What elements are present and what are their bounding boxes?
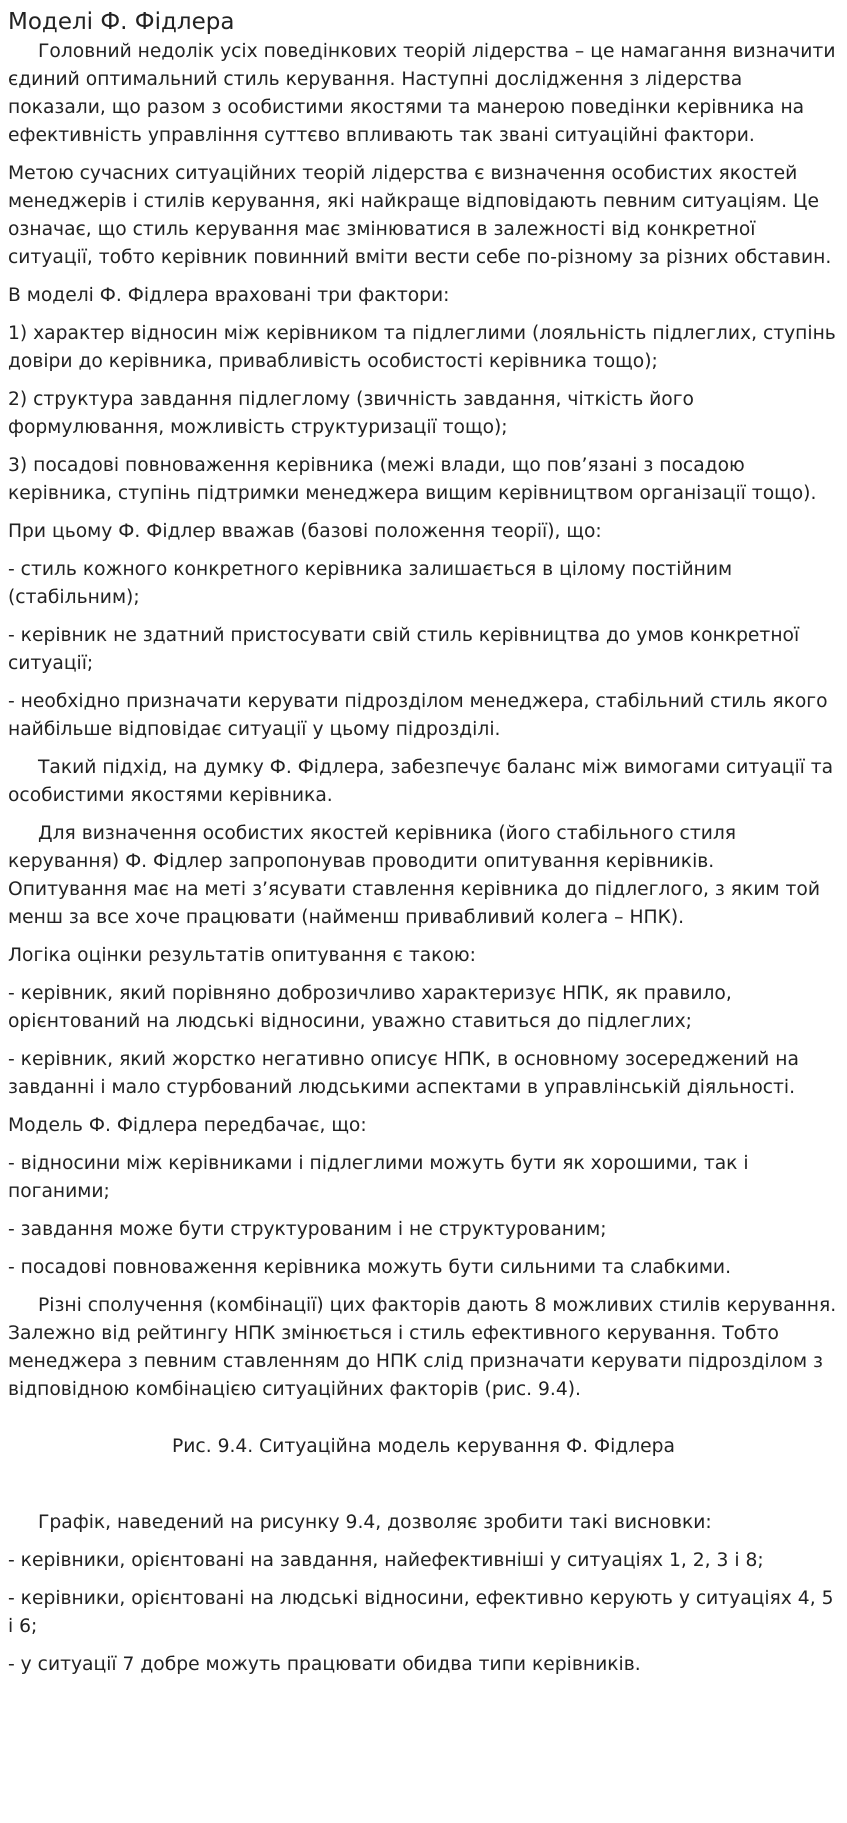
postulate-item-3: - необхідно призначати керувати підрозділом менеджера, стабільний стиль якого найбільше відповідає ситуації у цьому підрозділі. bbox=[8, 691, 828, 740]
intro-paragraph-2: Метою сучасних ситуаційних теорій лідерства є визначення особистих якостей менеджерів і стилів керування, які найкраще відповідають певним ситуаціям. Це означає, що стиль керування має змінюватися в залежності від конкретної ситуації, тобто керівник повинний вміти вести себе по-різному за різних обставин. bbox=[8, 163, 832, 268]
figure-caption: Рис. 9.4. Ситуаційна модель керування Ф. Фідлера bbox=[172, 1436, 675, 1457]
combinations-paragraph: Різні сполучення (комбінації) цих факторів дають 8 можливих стилів керування. Залежно від рейтингу НПК змінюється і стиль ефективного керування. Тобто менеджера з певним ставленням до НПК слід призначати керувати підрозділом з відповідною комбінацією ситуаційних факторів (рис. 9.4). bbox=[8, 1295, 837, 1400]
postulate-item-1: - стиль кожного конкретного керівника залишається в цілому постійним (стабільним); bbox=[8, 559, 733, 608]
model-item-3: - посадові повноваження керівника можуть бути сильними та слабкими. bbox=[8, 1257, 732, 1278]
factor-item-2: 2) структура завдання підлеглому (звичність завдання, чіткість його формулювання, можливість структуризації тощо); bbox=[8, 389, 694, 438]
conclusions-intro: Графік, наведений на рисунку 9.4, дозволяє зробити такі висновки: bbox=[38, 1512, 712, 1533]
logic-intro: Логіка оцінки результатів опитування є такою: bbox=[8, 945, 476, 966]
page-title: Моделі Ф. Фідлера bbox=[8, 9, 235, 35]
model-item-1: - відносини між керівниками і підлеглими можуть бути як хорошими, так і поганими; bbox=[8, 1153, 749, 1202]
balance-paragraph: Такий підхід, на думку Ф. Фідлера, забезпечує баланс між вимогами ситуації та особистими якостями керівника. bbox=[8, 757, 834, 806]
model-item-2: - завдання може бути структурованим і не структурованим; bbox=[8, 1219, 607, 1240]
postulate-item-2: - керівник не здатний пристосувати свій стиль керівництва до умов конкретної ситуації; bbox=[8, 625, 800, 674]
logic-item-1: - керівник, який порівняно доброзичливо характеризує НПК, як правило, орієнтований на людські відносини, уважно ставиться до підлеглих; bbox=[8, 983, 732, 1032]
survey-paragraph: Для визначення особистих якостей керівника (його стабільного стиля керування) Ф. Фідлер запропонував проводити опитування керівників. Опитування має на меті з’ясувати ставлення керівника до підлеглого, з яким той менш за все хоче працювати (найменш привабливий колега – НПК). bbox=[8, 823, 820, 928]
logic-item-2: - керівник, який жорстко негативно описує НПК, в основному зосереджений на завданні і мало стурбований людськими аспектами в управлінській діяльності. bbox=[8, 1049, 799, 1098]
intro-paragraph-1: Головний недолік усіх поведінкових теорій лідерства – це намагання визначити єдиний оптимальний стиль керування. Наступні дослідження з лідерства показали, що разом з особистими якостями та манерою поведінки керівника на ефективність управління суттєво впливають так звані ситуаційні фактори. bbox=[8, 41, 836, 146]
conclusion-item-3: - у ситуації 7 добре можуть працювати обидва типи керівників. bbox=[8, 1654, 641, 1675]
model-intro: Модель Ф. Фідлера передбачає, що: bbox=[8, 1115, 367, 1136]
conclusion-item-2: - керівники, орієнтовані на людські відносини, ефективно керують у ситуаціях 4, 5 і 6; bbox=[8, 1588, 834, 1637]
conclusion-item-1: - керівники, орієнтовані на завдання, найефективніші у ситуаціях 1, 2, 3 і 8; bbox=[8, 1550, 764, 1571]
postulates-intro: При цьому Ф. Фідлер вважав (базові положення теорії), що: bbox=[8, 521, 602, 542]
factor-item-3: 3) посадові повноваження керівника (межі влади, що пов’язані з посадою керівника, ступінь підтримки менеджера вищим керівництвом організації тощо). bbox=[8, 455, 817, 504]
factor-item-1: 1) характер відносин між керівником та підлеглими (лояльність підлеглих, ступінь довіри до керівника, привабливість особистості керівника тощо); bbox=[8, 323, 836, 372]
factors-intro: В моделі Ф. Фідлера враховані три фактори: bbox=[8, 285, 450, 306]
